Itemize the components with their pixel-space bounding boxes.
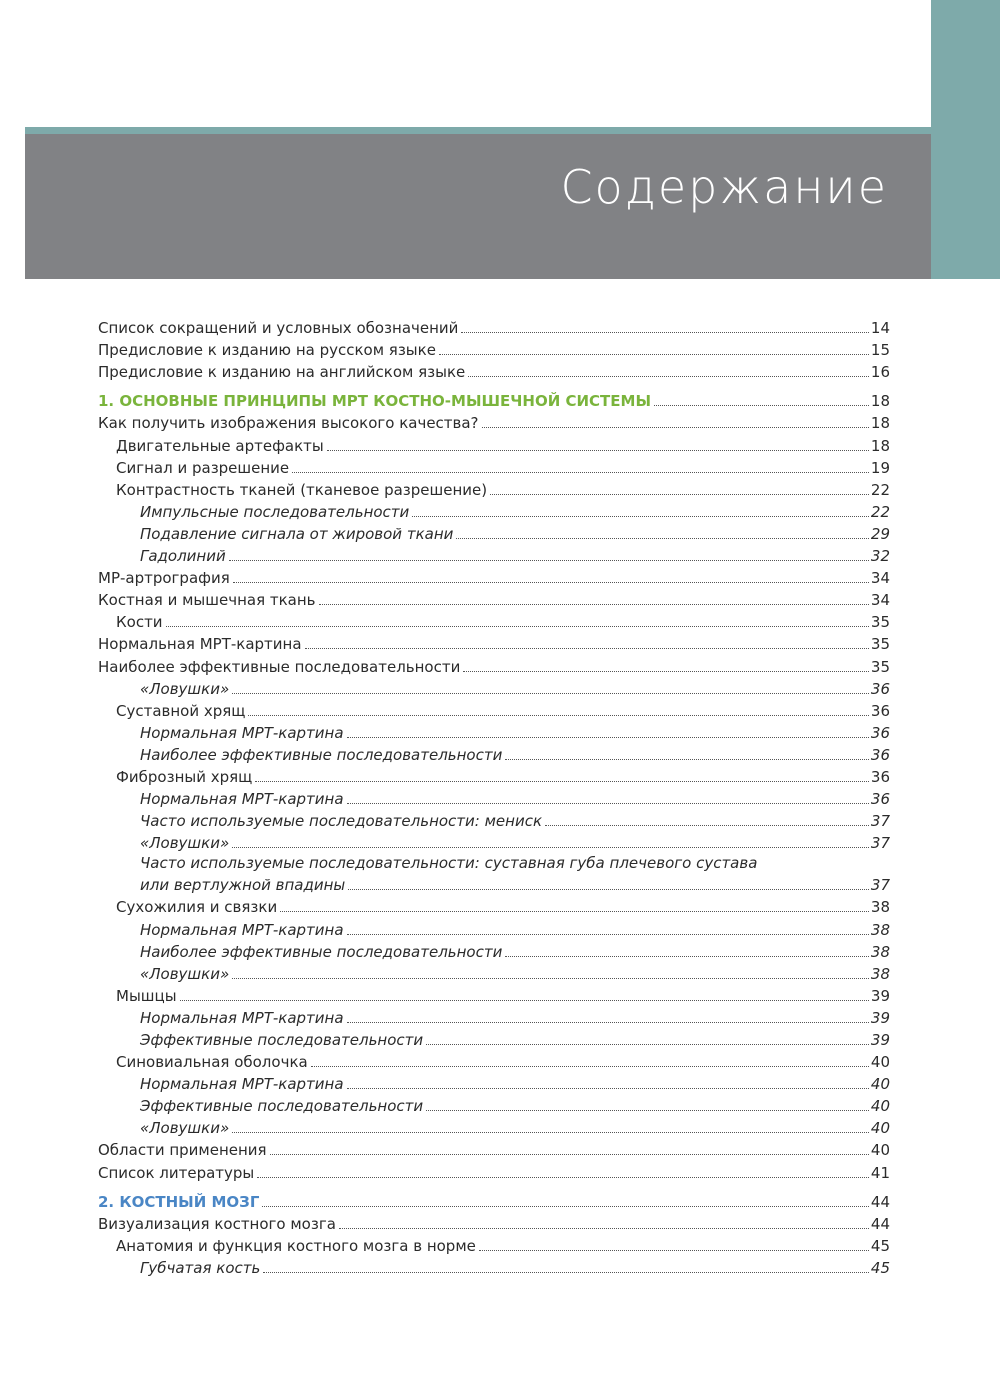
toc-page-number: 36	[870, 790, 890, 809]
toc-page-number: 18	[870, 436, 890, 455]
toc-entry[interactable]	[98, 456, 890, 478]
toc-page-number: 38	[870, 942, 890, 961]
toc-page-number: 38	[870, 898, 890, 917]
toc-leader-dots	[232, 978, 869, 979]
toc-leader-dots	[263, 1272, 869, 1273]
toc-entry[interactable]	[98, 853, 890, 873]
toc-leader-dots	[280, 911, 869, 912]
toc-page-number: 45	[870, 1258, 890, 1277]
toc-entry-title: Костная и мышечная ткань	[98, 591, 316, 610]
toc-entry[interactable]	[98, 1160, 890, 1182]
toc-entry-title: Наиболее эффективные последовательности	[98, 657, 461, 676]
toc-entry[interactable]	[98, 1094, 890, 1116]
toc-entry[interactable]	[98, 566, 890, 588]
toc-entry-title: Часто используемые последовательности: суставная губа плечевого сустава	[140, 854, 758, 873]
toc-leader-dots	[327, 450, 869, 451]
toc-entry-title: Визуализация костного мозга	[98, 1214, 336, 1233]
toc-entry-title: Наиболее эффективные последовательности	[140, 745, 503, 764]
toc-entry[interactable]	[98, 433, 890, 455]
toc-entry[interactable]	[98, 1138, 890, 1160]
toc-entry-title: Анатомия и функция костного мозга в норме	[116, 1236, 476, 1255]
toc-entry-title: Фиброзный хрящ	[116, 767, 253, 786]
toc-page-number: 36	[870, 723, 890, 742]
toc-leader-dots	[270, 1154, 869, 1155]
toc-page-number: 35	[870, 657, 890, 676]
toc-entry-title: Двигательные артефакты	[116, 436, 324, 455]
toc-page-number: 40	[870, 1053, 890, 1072]
toc-entry[interactable]	[98, 360, 890, 382]
toc-entry[interactable]	[98, 940, 890, 962]
toc-entry-title: Эффективные последовательности	[140, 1097, 424, 1116]
toc-page-number: 35	[870, 635, 890, 654]
toc-entry[interactable]	[98, 787, 890, 809]
toc-entry[interactable]	[98, 522, 890, 544]
toc-entry[interactable]	[98, 895, 890, 917]
toc-entry[interactable]	[98, 873, 890, 895]
toc-leader-dots	[232, 847, 869, 848]
toc-entry[interactable]	[98, 500, 890, 522]
toc-entry[interactable]	[98, 831, 890, 853]
toc-leader-dots	[292, 472, 869, 473]
toc-leader-dots	[490, 494, 869, 495]
toc-entry[interactable]	[98, 917, 890, 939]
toc-entry-title: «Ловушки»	[140, 1119, 230, 1138]
toc-entry-title: «Ловушки»	[140, 679, 230, 698]
toc-entry[interactable]	[98, 1234, 890, 1256]
toc-entry[interactable]	[98, 316, 890, 338]
toc-entry-title: Мышцы	[116, 986, 177, 1005]
toc-entry-title: Контрастность тканей (тканевое разрешение)	[116, 480, 488, 499]
toc-entry-title: Нормальная МРТ-картина	[140, 1075, 344, 1094]
toc-entry-title: или вертлужной впадины	[140, 876, 346, 895]
toc-leader-dots	[654, 405, 869, 406]
toc-leader-dots	[347, 803, 869, 804]
toc-entry-title: Нормальная МРТ-картина	[140, 920, 344, 939]
toc-entry[interactable]	[98, 588, 890, 610]
toc-entry[interactable]	[98, 654, 890, 676]
toc-entry[interactable]	[98, 743, 890, 765]
toc-page-number: 37	[870, 812, 890, 831]
toc-leader-dots	[479, 1250, 869, 1251]
toc-entry-title: Области применения	[98, 1141, 267, 1160]
toc-leader-dots	[319, 604, 869, 605]
toc-leader-dots	[347, 1088, 869, 1089]
toc-page-number: 35	[870, 613, 890, 632]
toc-entry-title: «Ловушки»	[140, 964, 230, 983]
toc-leader-dots	[463, 671, 869, 672]
toc-page-number: 40	[870, 1075, 890, 1094]
toc-leader-dots	[347, 737, 869, 738]
toc-page-number: 34	[870, 569, 890, 588]
toc-entry-title: Предисловие к изданию на русском языке	[98, 341, 436, 360]
toc-entry-title: Нормальная МРТ-картина	[140, 790, 344, 809]
toc-page-number: 41	[870, 1163, 890, 1182]
toc-page-number: 16	[870, 363, 890, 382]
toc-entry[interactable]	[98, 677, 890, 699]
toc-page-number: 40	[870, 1097, 890, 1116]
toc-leader-dots	[255, 781, 869, 782]
toc-entry[interactable]	[98, 1256, 890, 1278]
toc-leader-dots	[232, 693, 869, 694]
toc-entry[interactable]	[98, 411, 890, 433]
toc-entry-title: Подавление сигнала от жировой ткани	[140, 524, 454, 543]
toc-leader-dots	[311, 1066, 869, 1067]
toc-entry-title: Наиболее эффективные последовательности	[140, 942, 503, 961]
toc-page-number: 32	[870, 547, 890, 566]
toc-page-number: 22	[870, 480, 890, 499]
toc-entry-title: Сигнал и разрешение	[116, 458, 290, 477]
toc-page-number: 22	[870, 502, 890, 521]
toc-entry-title: «Ловушки»	[140, 834, 230, 853]
toc-leader-dots	[347, 934, 869, 935]
toc-entry[interactable]	[98, 338, 890, 360]
toc-leader-dots	[248, 715, 868, 716]
toc-entry-title: Часто используемые последовательности: мениск	[140, 812, 543, 831]
toc-entry-title: Суставной хрящ	[116, 701, 246, 720]
toc-leader-dots	[347, 1022, 869, 1023]
toc-leader-dots	[180, 1000, 869, 1001]
toc-leader-dots	[545, 825, 869, 826]
toc-leader-dots	[348, 889, 869, 890]
toc-page-number: 36	[870, 745, 890, 764]
toc-leader-dots	[412, 516, 869, 517]
toc-page-number: 39	[870, 1008, 890, 1027]
toc-entry[interactable]	[98, 610, 890, 632]
toc-entry[interactable]	[98, 809, 890, 831]
teal-corner-strip	[931, 0, 1000, 279]
toc-leader-dots	[505, 956, 869, 957]
toc-entry[interactable]	[98, 984, 890, 1006]
toc-leader-dots	[426, 1044, 869, 1045]
toc-entry-title: Нормальная МРТ-картина	[98, 635, 302, 654]
toc-leader-dots	[468, 376, 869, 377]
teal-header-line	[25, 127, 931, 134]
toc-leader-dots	[305, 648, 869, 649]
toc-page-number: 18	[870, 392, 890, 411]
toc-entry-title: Кости	[116, 613, 163, 632]
toc-chapter-heading[interactable]	[98, 389, 890, 411]
toc-page-number: 18	[870, 414, 890, 433]
toc-entry-title: Эффективные последовательности	[140, 1031, 424, 1049]
toc-entry-title: 1. ОСНОВНЫЕ ПРИНЦИПЫ МРТ КОСТНО-МЫШЕЧНОЙ СИСТЕМЫ	[98, 392, 651, 411]
toc-page-number: 29	[870, 524, 890, 543]
toc-entry-title: МР-артрография	[98, 569, 230, 588]
toc-leader-dots	[505, 759, 869, 760]
table-of-contents	[98, 316, 890, 1278]
toc-leader-dots	[461, 332, 868, 333]
toc-leader-dots	[262, 1206, 869, 1207]
toc-entry-title: 2. КОСТНЫЙ МОЗГ	[98, 1192, 260, 1211]
toc-leader-dots	[232, 1132, 869, 1133]
toc-page-number: 34	[870, 591, 890, 610]
toc-leader-dots	[229, 560, 869, 561]
toc-page-number: 38	[870, 920, 890, 939]
toc-leader-dots	[257, 1177, 869, 1178]
toc-page-number: 38	[870, 964, 890, 983]
toc-entry[interactable]	[98, 699, 890, 721]
toc-entry[interactable]	[98, 721, 890, 743]
toc-entry-title: Как получить изображения высокого качества?	[98, 414, 479, 433]
toc-page-number: 44	[870, 1214, 890, 1233]
toc-page-number: 36	[870, 701, 890, 720]
toc-entry-title: Синовиальная оболочка	[116, 1053, 308, 1072]
toc-page-number: 15	[870, 341, 890, 360]
toc-leader-dots	[166, 626, 869, 627]
toc-entry[interactable]	[98, 1116, 890, 1138]
toc-page-number: 40	[870, 1119, 890, 1138]
toc-entry[interactable]	[98, 962, 890, 984]
toc-entry[interactable]	[98, 632, 890, 654]
toc-entry[interactable]	[98, 1212, 890, 1234]
page-title: Содержание	[560, 160, 888, 214]
toc-page-number: 39	[870, 986, 890, 1005]
toc-page-number: 39	[870, 1031, 890, 1049]
toc-entry[interactable]	[98, 544, 890, 566]
toc-entry[interactable]	[98, 1006, 890, 1028]
toc-entry-title: Нормальная МРТ-картина	[140, 723, 344, 742]
toc-page-number: 14	[870, 319, 890, 338]
toc-entry[interactable]	[98, 478, 890, 500]
toc-entry-title: Сухожилия и связки	[116, 898, 278, 917]
toc-leader-dots	[426, 1110, 869, 1111]
toc-entry[interactable]	[98, 1050, 890, 1072]
toc-entry-title: Список литературы	[98, 1163, 255, 1182]
toc-chapter-heading[interactable]	[98, 1190, 890, 1212]
toc-leader-dots	[439, 354, 869, 355]
toc-entry-title: Предисловие к изданию на английском языке	[98, 363, 466, 382]
toc-page-number: 37	[870, 876, 890, 895]
toc-entry[interactable]	[98, 1028, 890, 1050]
toc-page-number: 45	[870, 1236, 890, 1255]
toc-page-number: 44	[870, 1192, 890, 1211]
toc-page-number: 40	[870, 1141, 890, 1160]
toc-entry-title: Импульсные последовательности	[140, 502, 410, 521]
toc-page-number: 36	[870, 767, 890, 786]
toc-entry[interactable]	[98, 1072, 890, 1094]
toc-entry-title: Гадолиний	[140, 547, 226, 566]
toc-page-number: 19	[870, 458, 890, 477]
toc-page-number: 36	[870, 679, 890, 698]
toc-page-number: 37	[870, 834, 890, 853]
toc-leader-dots	[456, 538, 869, 539]
toc-entry-title: Список сокращений и условных обозначений	[98, 319, 459, 338]
toc-entry[interactable]	[98, 765, 890, 787]
toc-leader-dots	[233, 582, 869, 583]
toc-entry-title: Губчатая кость	[140, 1258, 261, 1277]
toc-leader-dots	[339, 1228, 869, 1229]
toc-entry-title: Нормальная МРТ-картина	[140, 1008, 344, 1027]
toc-leader-dots	[482, 427, 869, 428]
